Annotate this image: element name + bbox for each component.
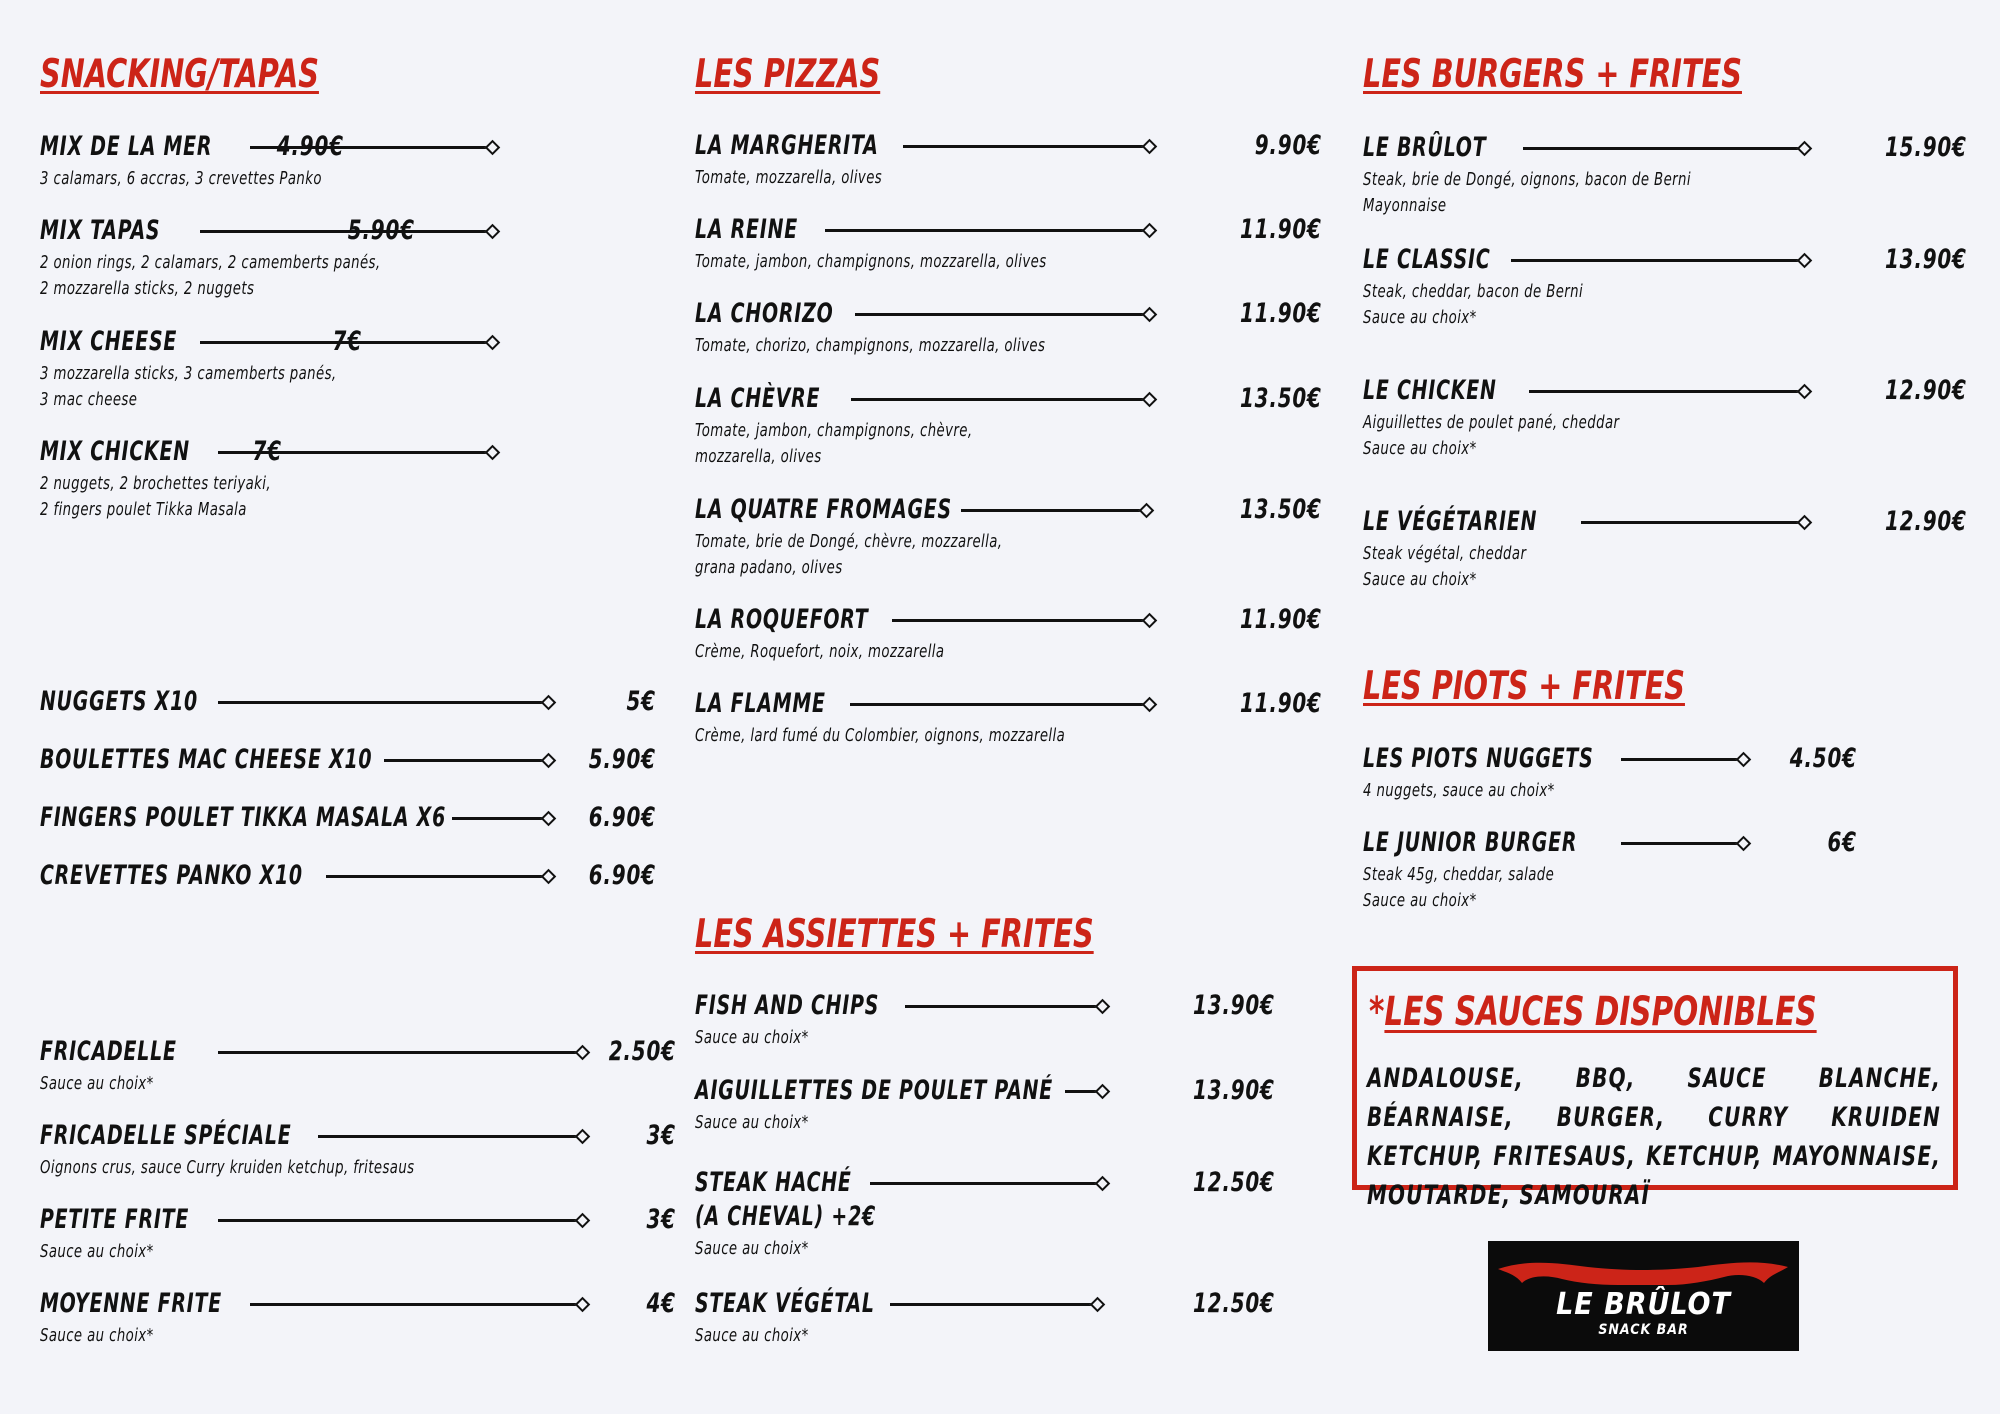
item-price: 11.90€ xyxy=(1240,688,1322,719)
item-price: 12.90€ xyxy=(1885,506,1967,537)
item-description: Sauce au choix* xyxy=(40,1241,154,1262)
item-price: 12.90€ xyxy=(1885,375,1967,406)
item-name: LE CLASSIC xyxy=(1363,244,1491,275)
item-name: FINGERS POULET TIKKA MASALA X6 xyxy=(40,802,447,833)
leader-line xyxy=(905,1005,1103,1008)
menu-item xyxy=(695,687,1322,749)
item-name: LA FLAMME xyxy=(695,688,826,719)
item-price: 11.90€ xyxy=(1240,298,1322,329)
item-name: NUGGETS X10 xyxy=(40,686,199,717)
item-description: Sauce au choix* xyxy=(695,1238,809,1259)
leader-line xyxy=(1065,1090,1103,1093)
item-description: 4 nuggets, sauce au choix* xyxy=(1363,780,1555,801)
sauces-heading: LES SAUCES DISPONIBLES xyxy=(1384,989,1817,1035)
menu-item xyxy=(40,801,656,835)
item-description: Sauce au choix* xyxy=(695,1027,809,1048)
item-price: 7€ xyxy=(332,326,362,357)
leader-line xyxy=(1523,147,1805,150)
menu-item xyxy=(40,743,656,777)
item-price: 3€ xyxy=(646,1204,676,1235)
item-description: mozzarella, olives xyxy=(695,446,822,467)
sauces-star: * xyxy=(1369,989,1385,1035)
item-description: Sauce au choix* xyxy=(40,1073,154,1094)
leader-line xyxy=(961,509,1147,512)
item-name: LE VÉGÉTARIEN xyxy=(1363,506,1538,537)
leader-line xyxy=(851,398,1150,401)
item-name: MOYENNE FRITE xyxy=(40,1288,222,1319)
item-price: 11.90€ xyxy=(1240,604,1322,635)
item-description: Crème, Roquefort, noix, mozzarella xyxy=(695,641,945,662)
menu-item xyxy=(695,493,1322,581)
logo-name: LE BRÛLOT xyxy=(1556,1287,1731,1322)
item-price: 13.90€ xyxy=(1885,244,1967,275)
item-price: 5€ xyxy=(626,686,656,717)
menu-item xyxy=(40,685,656,719)
item-description: Tomate, brie de Dongé, chèvre, mozzarella, xyxy=(695,531,1003,552)
section-title-piots: LES PIOTS + FRITES xyxy=(1363,664,1685,709)
item-name: STEAK VÉGÉTAL xyxy=(695,1288,875,1319)
menu-item xyxy=(40,1119,676,1181)
menu-item xyxy=(1363,131,1967,219)
item-description: Steak, cheddar, bacon de Berni xyxy=(1363,281,1584,302)
leader-line xyxy=(870,1182,1103,1185)
item-name: (A CHEVAL) +2€ xyxy=(695,1201,877,1232)
menu-item xyxy=(695,213,1322,275)
section-title-burgers: LES BURGERS + FRITES xyxy=(1363,52,1742,97)
leader-line xyxy=(218,1219,583,1222)
item-description: Tomate, chorizo, champignons, mozzarella, olives xyxy=(695,335,1046,356)
item-price: 6.90€ xyxy=(588,860,656,891)
section-title-assiettes: LES ASSIETTES + FRITES xyxy=(695,912,1094,957)
menu-item xyxy=(695,603,1322,665)
item-price: 5.90€ xyxy=(348,215,416,246)
item-description: Mayonnaise xyxy=(1363,195,1447,216)
item-description: grana padano, olives xyxy=(695,557,843,578)
item-name: CREVETTES PANKO X10 xyxy=(40,860,303,891)
item-price: 12.50€ xyxy=(1193,1167,1275,1198)
item-description: Crème, lard fumé du Colombier, oignons, mozzarella xyxy=(695,725,1066,746)
item-description: Sauce au choix* xyxy=(1363,438,1477,459)
item-description: Sauce au choix* xyxy=(1363,569,1477,590)
menu-item xyxy=(40,1287,676,1349)
item-description: Tomate, mozzarella, olives xyxy=(695,167,883,188)
item-description: 2 nuggets, 2 brochettes teriyaki, xyxy=(40,473,272,494)
section-title-snacking: SNACKING/TAPAS xyxy=(40,52,319,97)
leader-line xyxy=(1581,521,1805,524)
leader-line xyxy=(218,701,549,704)
leader-line xyxy=(903,145,1150,148)
item-price: 15.90€ xyxy=(1885,132,1967,163)
menu-item xyxy=(40,435,322,523)
menu-item xyxy=(40,130,384,192)
leader-line xyxy=(318,1135,583,1138)
item-name: MIX CHEESE xyxy=(40,326,178,357)
item-price: 13.50€ xyxy=(1240,383,1322,414)
item-description: 3 calamars, 6 accras, 3 crevettes Panko xyxy=(40,168,322,189)
item-name: MIX DE LA MER xyxy=(40,131,213,162)
item-price: 3€ xyxy=(646,1120,676,1151)
menu-item xyxy=(40,325,402,413)
leader-line xyxy=(326,875,549,878)
item-name: LA CHÈVRE xyxy=(695,383,821,414)
item-name: FRICADELLE xyxy=(40,1036,177,1067)
menu-item xyxy=(40,214,455,302)
leader-line xyxy=(384,759,549,762)
item-description: 2 fingers poulet Tikka Masala xyxy=(40,499,247,520)
item-description: Sauce au choix* xyxy=(1363,307,1477,328)
leader-line xyxy=(890,1303,1098,1306)
item-description: Tomate, jambon, champignons, chèvre, xyxy=(695,420,973,441)
leader-line xyxy=(1621,758,1744,761)
leader-line xyxy=(452,817,549,820)
item-name: FRICADELLE SPÉCIALE xyxy=(40,1120,292,1151)
sauces-list: ANDALOUSE, BBQ, SAUCE BLANCHE, BÉARNAISE, BURGER, CURRY KRUIDEN KETCHUP, FRITESAUS, KETCHUP, MAYONNAISE, MOUTARDE, SAMOURAÏ xyxy=(1367,1063,1941,1211)
menu-item xyxy=(1363,243,1967,331)
sauces-panel xyxy=(1352,966,1958,1211)
item-name: LA ROQUEFORT xyxy=(695,604,869,635)
item-price: 13.50€ xyxy=(1240,494,1322,525)
menu-item xyxy=(695,1287,1295,1349)
menu-item xyxy=(40,859,656,893)
item-description: Sauce au choix* xyxy=(1363,890,1477,911)
item-description: Sauce au choix* xyxy=(40,1325,154,1346)
item-description: 3 mozzarella sticks, 3 camemberts panés, xyxy=(40,363,337,384)
item-name: LE BRÛLOT xyxy=(1363,132,1487,163)
item-name: LE JUNIOR BURGER xyxy=(1363,827,1578,858)
section-title-pizzas: LES PIZZAS xyxy=(695,52,881,97)
leader-line xyxy=(1529,390,1805,393)
item-price: 12.50€ xyxy=(1193,1288,1275,1319)
menu-item xyxy=(1363,505,1967,593)
sauces-title xyxy=(1369,989,1817,1035)
item-description: Sauce au choix* xyxy=(695,1325,809,1346)
menu-item xyxy=(695,1166,1295,1262)
logo-subtitle: SNACK BAR xyxy=(1598,1322,1689,1338)
item-name: MIX TAPAS xyxy=(40,215,161,246)
brand-logo xyxy=(1488,1241,1799,1351)
leader-line xyxy=(1621,842,1744,845)
menu-item xyxy=(40,1203,676,1265)
leader-line xyxy=(1511,259,1805,262)
item-description: Steak, brie de Dongé, oignons, bacon de Berni xyxy=(1363,169,1691,190)
menu-item xyxy=(1363,374,1967,462)
item-name: STEAK HACHÉ xyxy=(695,1167,852,1198)
leader-line xyxy=(825,229,1150,232)
menu-item xyxy=(40,1035,676,1097)
item-price: 11.90€ xyxy=(1240,214,1322,245)
item-description: 2 mozzarella sticks, 2 nuggets xyxy=(40,278,255,299)
item-description: Aiguillettes de poulet pané, cheddar xyxy=(1363,412,1620,433)
item-price: 4€ xyxy=(646,1288,676,1319)
item-price: 13.90€ xyxy=(1193,990,1275,1021)
menu-item xyxy=(695,297,1322,359)
item-description: Sauce au choix* xyxy=(695,1112,809,1133)
item-description: Steak végétal, cheddar xyxy=(1363,543,1527,564)
menu-item xyxy=(1363,826,1963,914)
item-price: 4.50€ xyxy=(1789,743,1857,774)
item-price: 2.50€ xyxy=(608,1036,676,1067)
item-name: LE CHICKEN xyxy=(1363,375,1497,406)
item-price: 7€ xyxy=(252,436,282,467)
leader-line xyxy=(250,1303,583,1306)
item-name: PETITE FRITE xyxy=(40,1204,190,1235)
item-price: 13.90€ xyxy=(1193,1075,1275,1106)
leader-line xyxy=(892,619,1150,622)
leader-line xyxy=(850,703,1150,706)
item-name: LES PIOTS NUGGETS xyxy=(1363,743,1594,774)
item-name: AIGUILLETTES DE POULET PANÉ xyxy=(695,1075,1053,1106)
item-name: BOULETTES MAC CHEESE X10 xyxy=(40,744,373,775)
item-price: 6.90€ xyxy=(588,802,656,833)
item-description: 2 onion rings, 2 calamars, 2 camemberts panés, xyxy=(40,252,381,273)
item-name: FISH AND CHIPS xyxy=(695,990,880,1021)
item-price: 9.90€ xyxy=(1254,130,1322,161)
item-description: 3 mac cheese xyxy=(40,389,138,410)
item-name: LA QUATRE FROMAGES xyxy=(695,494,952,525)
leader-line xyxy=(218,1051,583,1054)
item-price: 4.90€ xyxy=(276,131,344,162)
menu-item xyxy=(695,989,1295,1051)
item-price: 5.90€ xyxy=(588,744,656,775)
leader-line xyxy=(200,230,493,233)
item-description: Tomate, jambon, champignons, mozzarella, olives xyxy=(695,251,1047,272)
item-price: 6€ xyxy=(1827,827,1857,858)
leader-line xyxy=(855,313,1150,316)
menu-item xyxy=(695,1074,1295,1136)
item-name: LA REINE xyxy=(695,214,798,245)
item-description: Steak 45g, cheddar, salade xyxy=(1363,864,1555,885)
menu-item xyxy=(1363,742,1963,804)
item-name: MIX CHICKEN xyxy=(40,436,190,467)
menu-item xyxy=(695,382,1322,470)
item-name: LA MARGHERITA xyxy=(695,130,879,161)
item-name: LA CHORIZO xyxy=(695,298,834,329)
menu-item xyxy=(695,129,1322,191)
item-description: Oignons crus, sauce Curry kruiden ketchup, fritesaus xyxy=(40,1157,415,1178)
